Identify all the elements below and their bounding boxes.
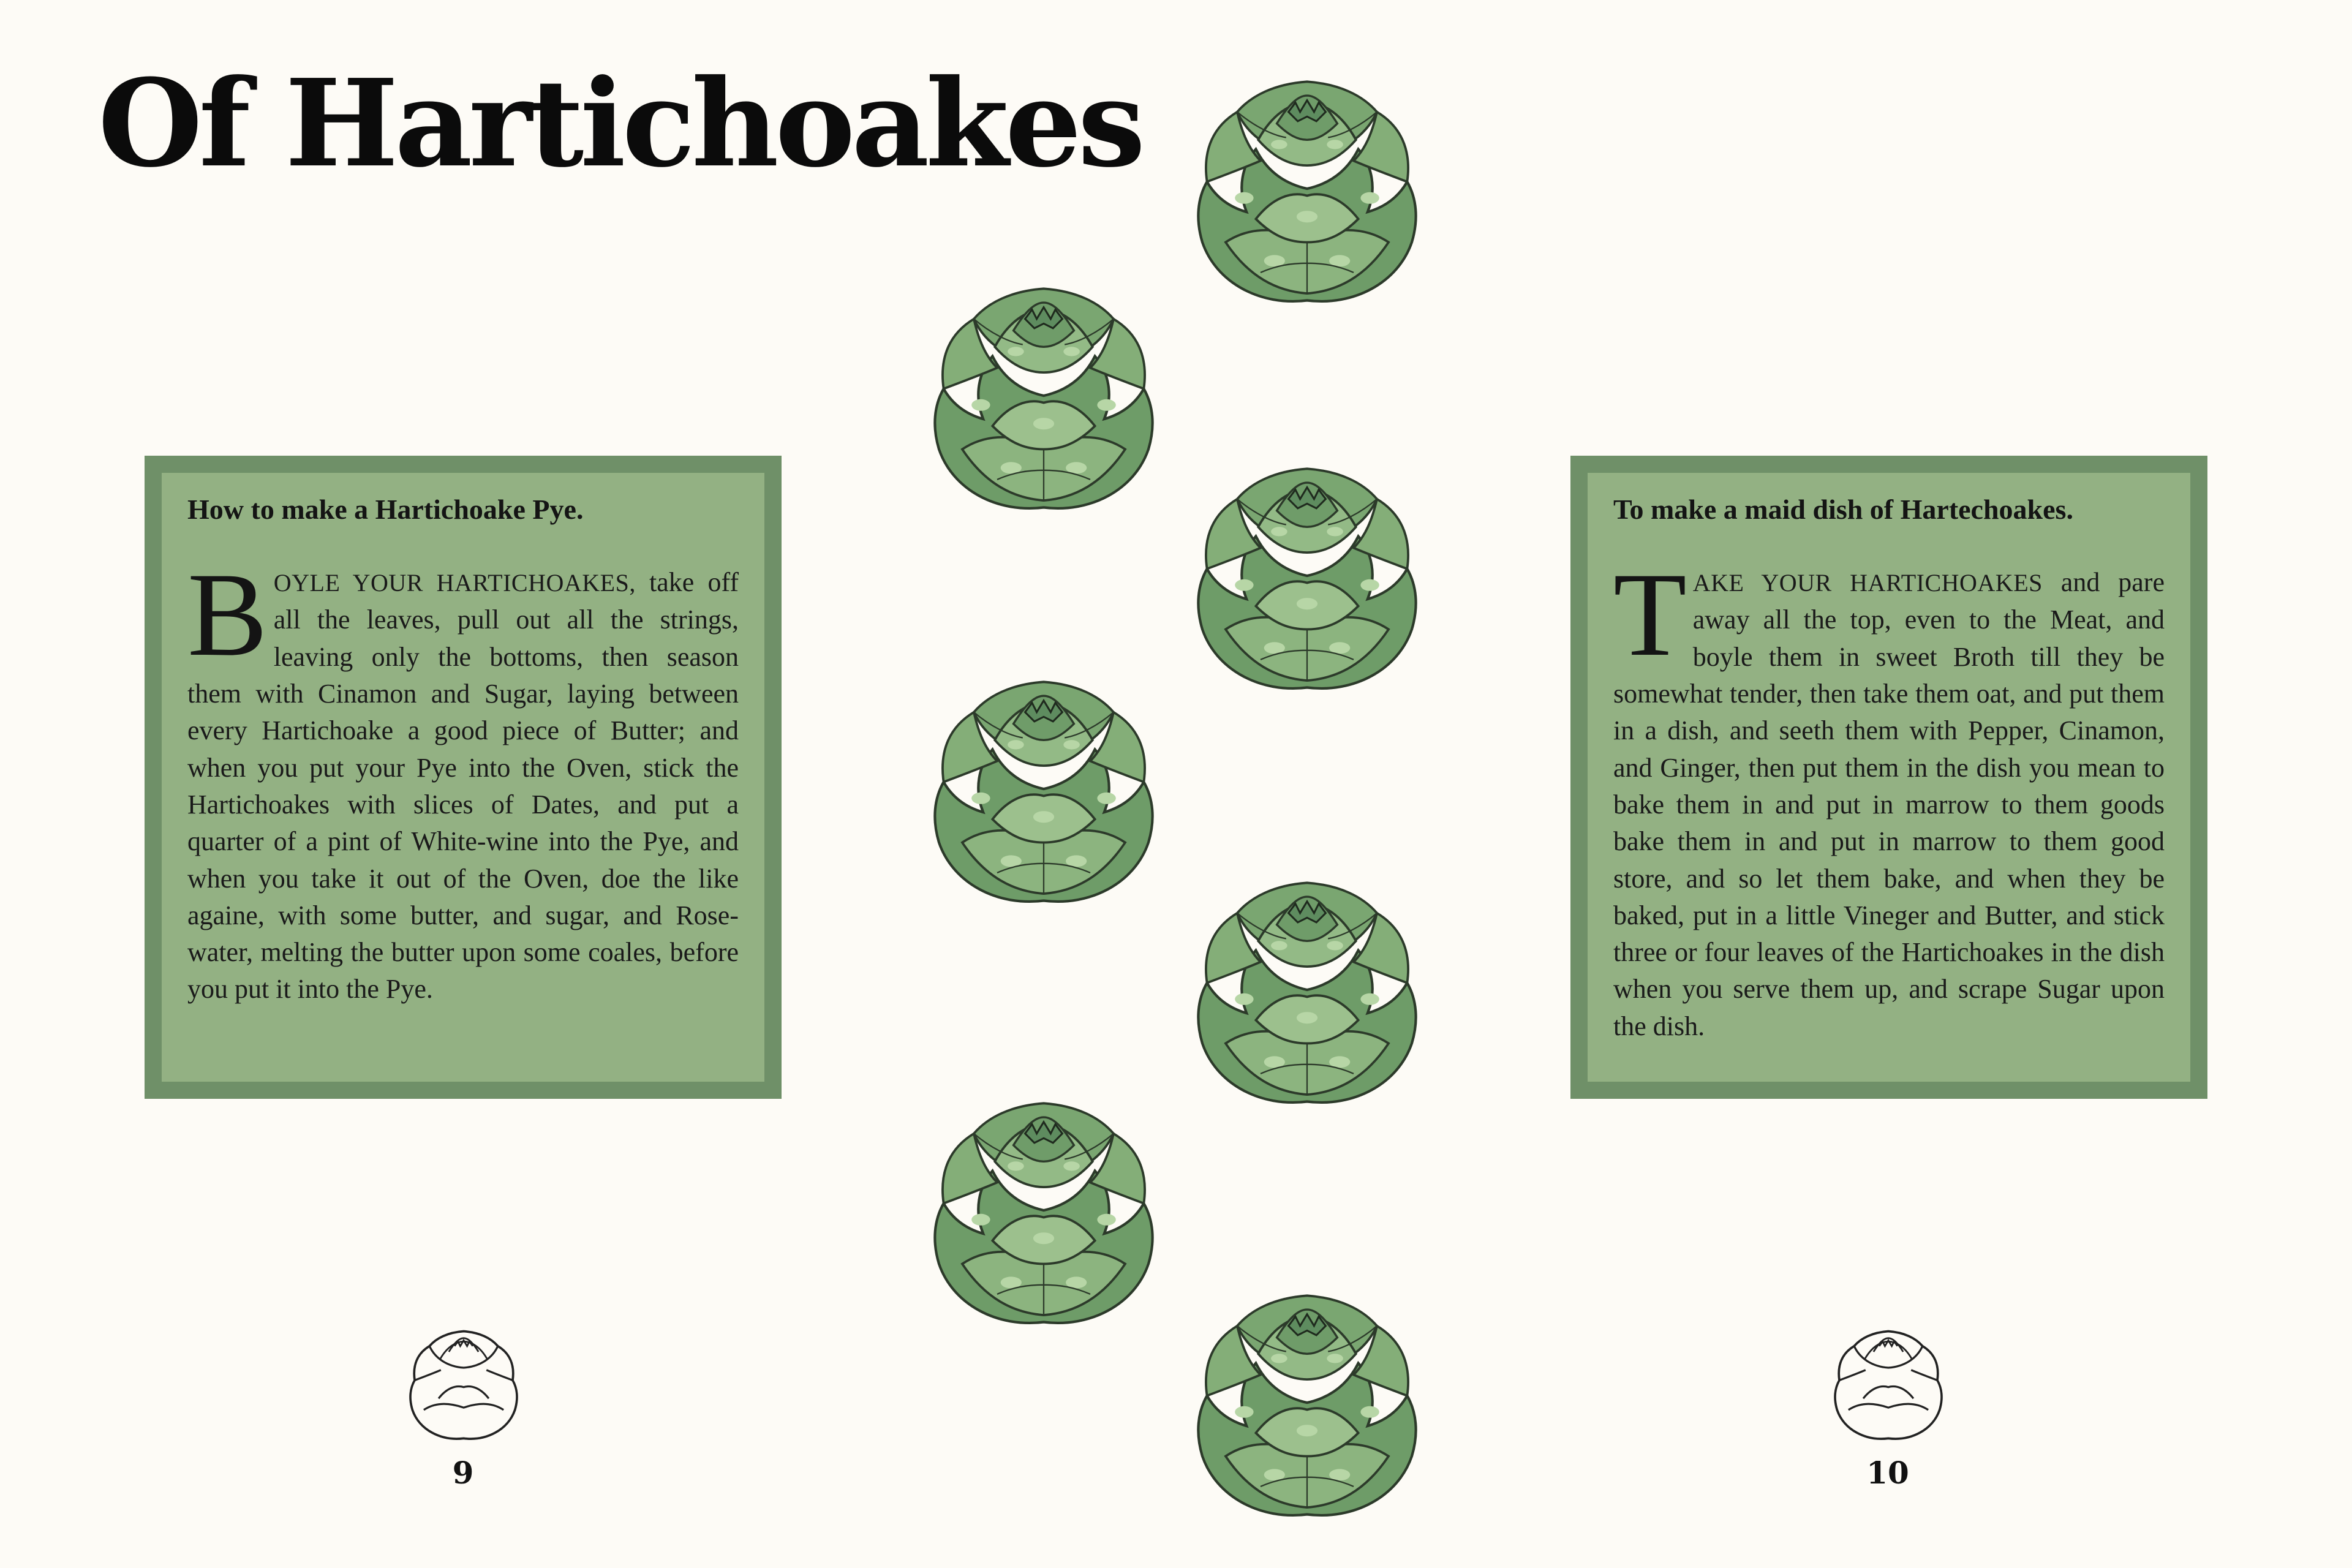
artichoke-icon bbox=[1191, 454, 1423, 699]
page-title: Of Hartichoakes bbox=[98, 53, 1142, 194]
lead-caps-right: AKE YOUR HARTICHOAKES bbox=[1692, 569, 2043, 597]
recipe-body-left: take off all the leaves, pull out all the strings, leaving only the bottoms, then season them with Cinamon and Sugar, laying between every Hartichoake a good piece of Butter; and when you put your Pye into the Oven, stick the Hartichoakes with slices of Dates, and put a quarter of a pint of White-wine into the Pye, and when you take it out of the Oven, doe the like againe, with some butter, and sugar, and Rose-water, melting the butter upon some coales, before you put it into the Pye. bbox=[187, 567, 739, 1005]
artichoke-outline-icon bbox=[1831, 1323, 1945, 1446]
artichoke-icon bbox=[927, 1089, 1160, 1334]
page-number-right: 10 bbox=[1866, 1455, 1909, 1491]
drop-cap-right: T bbox=[1613, 548, 1687, 682]
recipe-box-right bbox=[1570, 456, 2207, 1099]
recipe-body-right: and pare away all the top, even to the Meat, and boyle them in sweet Broth till they be somewhat tender, then take them oat, and put them in a dish, and seeth them with Pepper, Cinamon, and Ginger, then put them in the dish you mean to bake them in and put in marrow to them goods bake them in and put in marrow to them good store, and so let them bake, and when they be baked, put in a little Vineger and Butter, and stick three or four leaves of the Hartichoakes in the dish when you serve them up, and scrape Sugar upon the dish. bbox=[1613, 567, 2165, 1041]
artichoke-icon bbox=[927, 668, 1160, 913]
artichoke-icon bbox=[1191, 869, 1423, 1114]
lead-caps-left: OYLE YOUR HARTICHOAKES, bbox=[273, 569, 636, 597]
recipe-box-left bbox=[145, 456, 782, 1099]
artichoke-icon bbox=[1191, 67, 1423, 312]
page-number-left: 9 bbox=[452, 1455, 474, 1491]
recipe-text-left bbox=[187, 548, 739, 1008]
artichoke-icon bbox=[927, 274, 1160, 519]
recipe-text-right bbox=[1613, 548, 2165, 1045]
drop-cap-left: B bbox=[187, 548, 268, 682]
artichoke-icon bbox=[1191, 1281, 1423, 1526]
recipe-heading-right: To make a maid dish of Hartechoakes. bbox=[1613, 494, 2073, 525]
recipe-heading-left: How to make a Hartichoake Pye. bbox=[187, 494, 584, 525]
artichoke-outline-icon bbox=[407, 1323, 521, 1446]
